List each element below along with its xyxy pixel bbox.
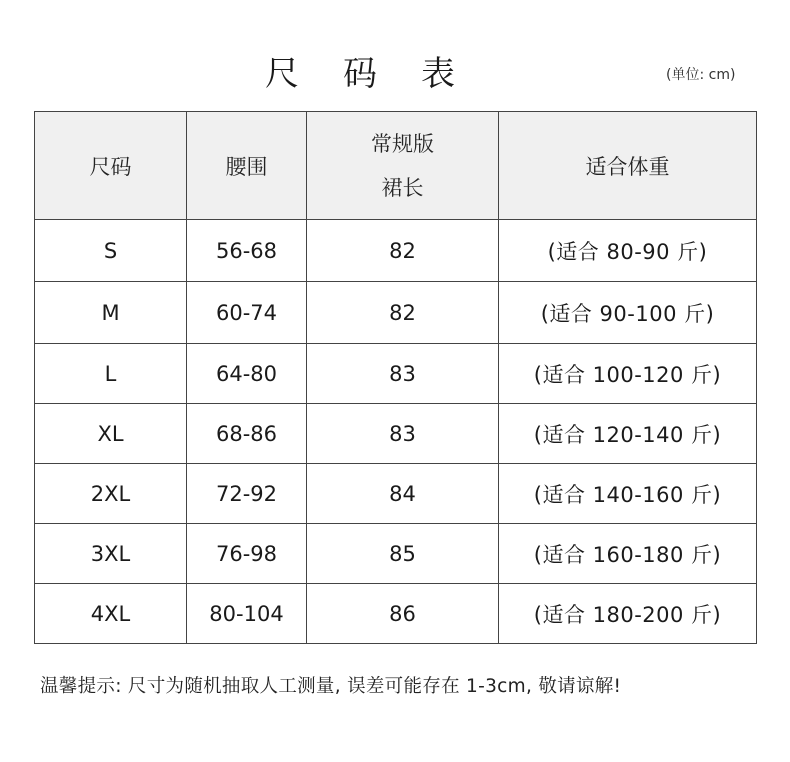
cell-size: 2XL bbox=[35, 464, 187, 524]
page-title: 尺码表 bbox=[265, 54, 499, 94]
header-size: 尺码 bbox=[35, 112, 187, 220]
table-row bbox=[35, 524, 757, 584]
header-waist: 腰围 bbox=[187, 112, 307, 220]
cell-size: XL bbox=[35, 404, 187, 464]
table-row bbox=[35, 282, 757, 344]
table-row bbox=[35, 344, 757, 404]
cell-weight: (适合 80-90 斤) bbox=[499, 220, 757, 282]
cell-waist: 56-68 bbox=[187, 220, 307, 282]
cell-weight: (适合 140-160 斤) bbox=[499, 464, 757, 524]
table-row bbox=[35, 464, 757, 524]
cell-waist: 64-80 bbox=[187, 344, 307, 404]
unit-note: (单位: cm) bbox=[666, 67, 736, 83]
table-header-row bbox=[35, 112, 757, 220]
header-weight: 适合体重 bbox=[499, 112, 757, 220]
header-length bbox=[307, 112, 499, 220]
cell-length: 86 bbox=[307, 584, 499, 644]
measurement-tip: 温馨提示: 尺寸为随机抽取人工测量, 误差可能存在 1-3cm, 敬请谅解! bbox=[40, 676, 622, 697]
table-row bbox=[35, 220, 757, 282]
cell-waist: 68-86 bbox=[187, 404, 307, 464]
cell-weight: (适合 180-200 斤) bbox=[499, 584, 757, 644]
cell-size: 3XL bbox=[35, 524, 187, 584]
cell-length: 83 bbox=[307, 344, 499, 404]
cell-length: 84 bbox=[307, 464, 499, 524]
cell-weight: (适合 120-140 斤) bbox=[499, 404, 757, 464]
cell-length: 85 bbox=[307, 524, 499, 584]
cell-weight: (适合 90-100 斤) bbox=[499, 282, 757, 344]
header-length-line2: 裙长 bbox=[381, 175, 424, 200]
size-table bbox=[34, 111, 757, 644]
cell-size: L bbox=[35, 344, 187, 404]
cell-length: 82 bbox=[307, 220, 499, 282]
header-length-line1: 常规版 bbox=[371, 131, 434, 156]
cell-waist: 72-92 bbox=[187, 464, 307, 524]
cell-length: 82 bbox=[307, 282, 499, 344]
table-row bbox=[35, 404, 757, 464]
cell-weight: (适合 160-180 斤) bbox=[499, 524, 757, 584]
cell-waist: 60-74 bbox=[187, 282, 307, 344]
cell-length: 83 bbox=[307, 404, 499, 464]
cell-size: M bbox=[35, 282, 187, 344]
cell-size: S bbox=[35, 220, 187, 282]
cell-size: 4XL bbox=[35, 584, 187, 644]
cell-waist: 80-104 bbox=[187, 584, 307, 644]
cell-weight: (适合 100-120 斤) bbox=[499, 344, 757, 404]
table-row bbox=[35, 584, 757, 644]
cell-waist: 76-98 bbox=[187, 524, 307, 584]
